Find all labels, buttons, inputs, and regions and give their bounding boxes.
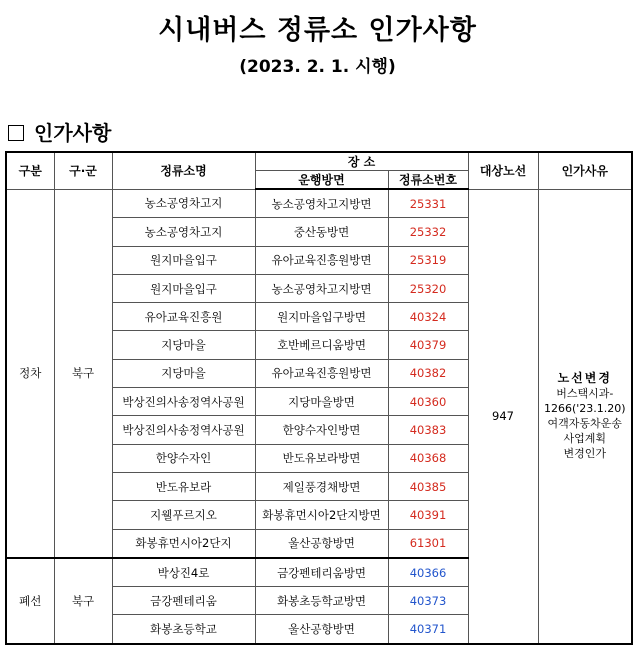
reason-heading: 노선변경 xyxy=(557,371,612,386)
stop-name-cell: 반도유보라 xyxy=(112,472,255,500)
header-reason: 인가사유 xyxy=(538,152,632,189)
section-heading xyxy=(8,117,111,146)
direction-cell: 유아교육진흥원방면 xyxy=(255,246,388,274)
reason-line: 1266('23.1.20) xyxy=(543,402,626,416)
reason-line: 여객자동차운송 xyxy=(547,417,622,431)
stop-number-cell: 61301 xyxy=(388,529,468,558)
stop-name-cell: 박상진의사송정역사공원 xyxy=(112,416,255,444)
stop-number-cell: 40368 xyxy=(388,444,468,472)
stop-number-cell: 40379 xyxy=(388,331,468,359)
header-stop-name: 정류소명 xyxy=(112,152,255,189)
header-district: 구·군 xyxy=(54,152,112,189)
approval-reason-cell xyxy=(538,189,632,644)
direction-cell: 반도유보라방면 xyxy=(255,444,388,472)
direction-cell: 지당마을방면 xyxy=(255,388,388,416)
direction-cell: 중산동방면 xyxy=(255,218,388,246)
effective-date: (2023. 2. 1. 시행) xyxy=(239,57,396,77)
stop-number-cell: 40366 xyxy=(388,558,468,587)
header-route: 대상노선 xyxy=(468,152,538,189)
stop-name-cell: 박상진4로 xyxy=(112,558,255,587)
header-location: 장 소 xyxy=(255,152,468,171)
direction-cell: 화봉휴먼시아2단지방면 xyxy=(255,501,388,529)
stop-name-cell: 지당마을 xyxy=(112,359,255,387)
header-direction: 운행방면 xyxy=(255,171,388,190)
table-body xyxy=(6,189,632,644)
category-cell: 정차 xyxy=(6,189,54,558)
stop-number-cell: 40324 xyxy=(388,303,468,331)
stop-number-cell: 40382 xyxy=(388,359,468,387)
stop-number-cell: 40360 xyxy=(388,388,468,416)
checkbox-square-icon xyxy=(8,125,24,141)
direction-cell: 화봉초등학교방면 xyxy=(255,587,388,615)
reason-line: 변경인가 xyxy=(563,447,606,461)
category-cell: 폐선 xyxy=(6,558,54,644)
reason-line: 버스택시과- xyxy=(556,387,614,401)
stop-name-cell: 농소공영차고지 xyxy=(112,218,255,246)
stop-name-cell: 금강펜테리움 xyxy=(112,587,255,615)
stop-number-cell: 40391 xyxy=(388,501,468,529)
header-category: 구분 xyxy=(6,152,54,189)
direction-cell: 호반베르디움방면 xyxy=(255,331,388,359)
direction-cell: 한양수자인방면 xyxy=(255,416,388,444)
stop-number-cell: 25319 xyxy=(388,246,468,274)
direction-cell: 농소공영차고지방면 xyxy=(255,189,388,218)
stop-number-cell: 25320 xyxy=(388,274,468,302)
direction-cell: 원지마을입구방면 xyxy=(255,303,388,331)
stop-number-cell: 40383 xyxy=(388,416,468,444)
target-route-cell: 947 xyxy=(468,189,538,644)
stop-name-cell: 지웰푸르지오 xyxy=(112,501,255,529)
header-stop-no: 정류소번호 xyxy=(388,171,468,190)
stop-name-cell: 원지마을입구 xyxy=(112,274,255,302)
district-cell: 북구 xyxy=(54,189,112,558)
stop-approval-table xyxy=(5,151,633,645)
stop-number-cell: 25331 xyxy=(388,189,468,218)
stop-name-cell: 화봉초등학교 xyxy=(112,615,255,644)
district-cell: 북구 xyxy=(54,558,112,644)
section-label: 인가사항 xyxy=(34,121,112,145)
direction-cell: 울산공항방면 xyxy=(255,615,388,644)
stop-name-cell: 한양수자인 xyxy=(112,444,255,472)
stop-name-cell: 지당마을 xyxy=(112,331,255,359)
stop-number-cell: 40385 xyxy=(388,472,468,500)
page-title: 시내버스 정류소 인가사항 xyxy=(158,15,477,46)
stop-name-cell: 농소공영차고지 xyxy=(112,189,255,218)
stop-number-cell: 40373 xyxy=(388,587,468,615)
stop-number-cell: 25332 xyxy=(388,218,468,246)
direction-cell: 금강펜테리움방면 xyxy=(255,558,388,587)
table-row xyxy=(6,189,632,218)
direction-cell: 울산공항방면 xyxy=(255,529,388,558)
stop-name-cell: 박상진의사송정역사공원 xyxy=(112,388,255,416)
stop-name-cell: 유아교육진흥원 xyxy=(112,303,255,331)
direction-cell: 농소공영차고지방면 xyxy=(255,274,388,302)
stop-name-cell: 원지마을입구 xyxy=(112,246,255,274)
stop-name-cell: 화봉휴먼시아2단지 xyxy=(112,529,255,558)
direction-cell: 유아교육진흥원방면 xyxy=(255,359,388,387)
stop-number-cell: 40371 xyxy=(388,615,468,644)
reason-line: 사업계획 xyxy=(563,432,606,446)
direction-cell: 제일풍경채방면 xyxy=(255,472,388,500)
